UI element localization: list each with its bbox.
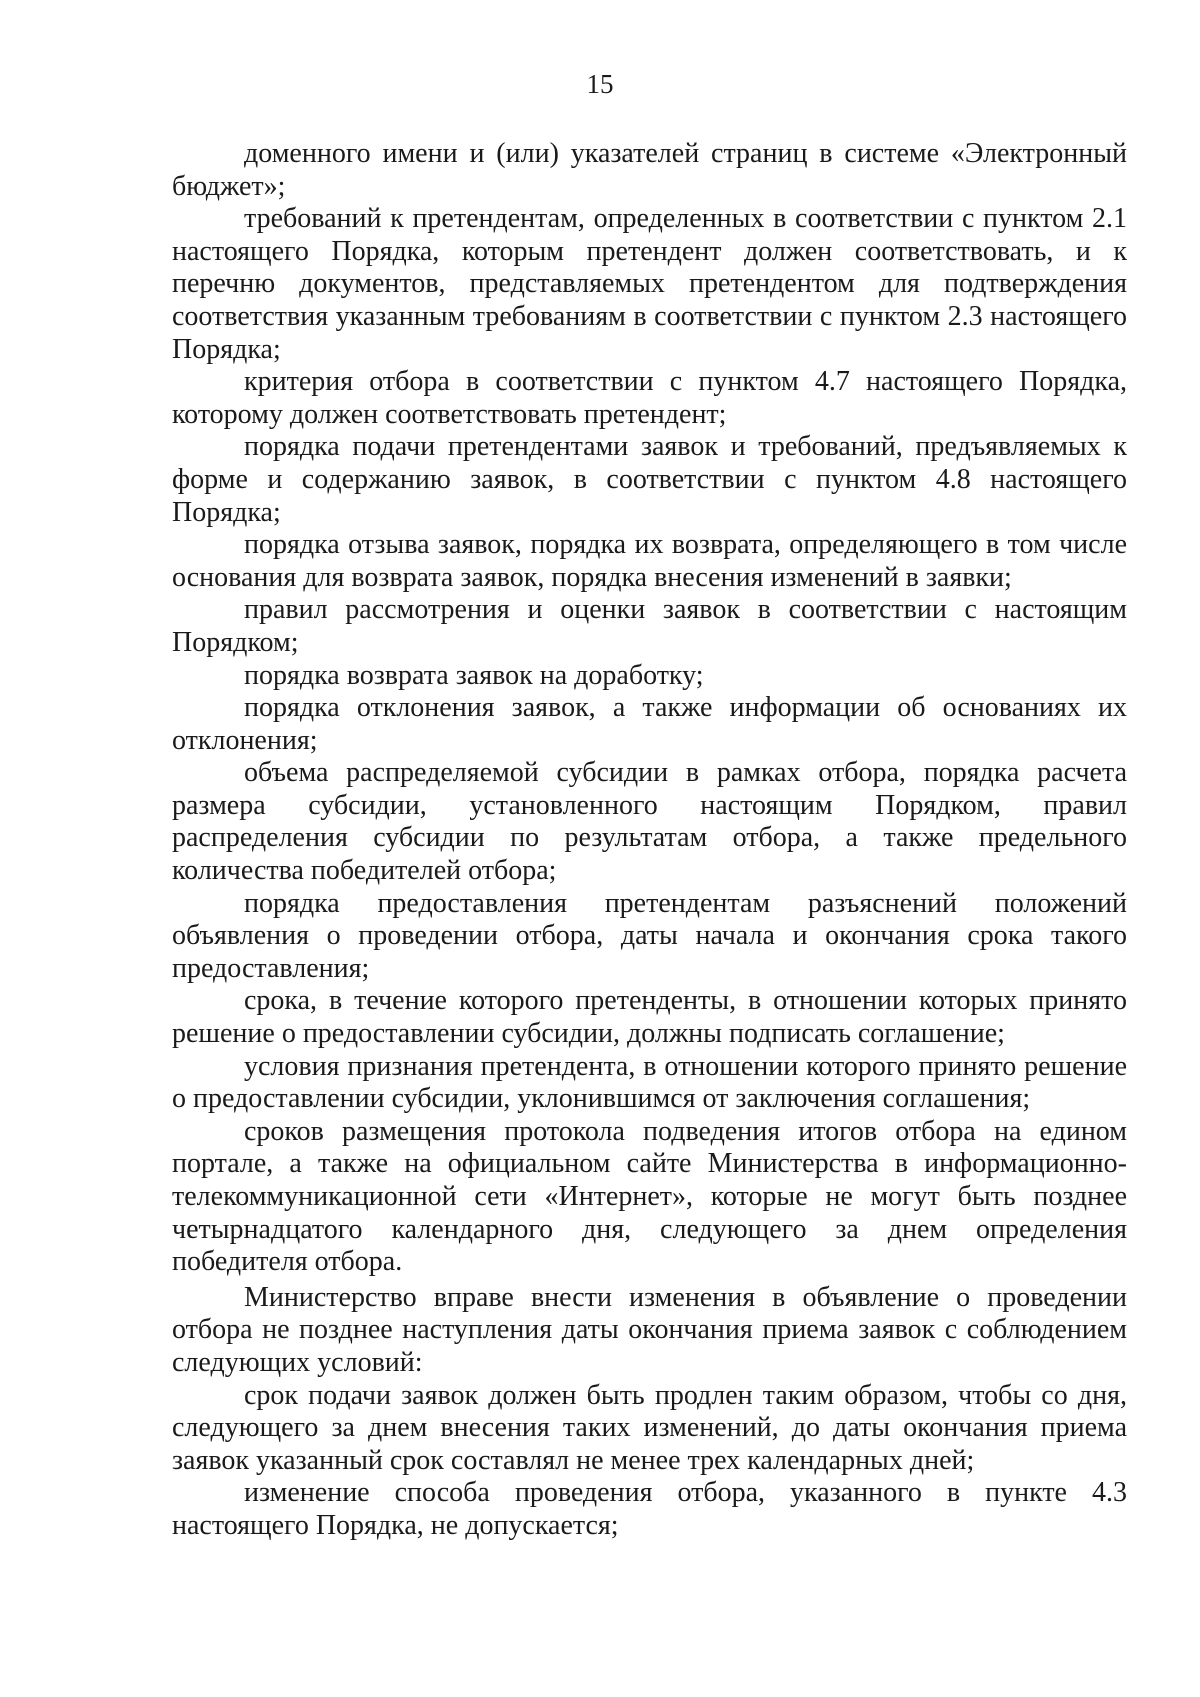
- paragraph: Министерство вправе внести изменения в объявление о проведении отбора не позднее наступления даты окончания приема заявок с соблюдением следующих условий:: [172, 1281, 1127, 1378]
- paragraph: критерия отбора в соответствии с пунктом 4.7 настоящего Порядка, которому должен соответствовать претендент;: [172, 366, 1127, 430]
- document-body: [172, 138, 1127, 1543]
- paragraph: порядка отклонения заявок, а также информации об основаниях их отклонения;: [172, 692, 1127, 756]
- paragraph: срока, в течение которого претенденты, в отношении которых принято решение о предоставлении субсидии, должны подписать соглашение;: [172, 985, 1127, 1050]
- page-number: 15: [586, 69, 614, 99]
- paragraph: сроков размещения протокола подведения итогов отбора на едином портале, а также на официальном сайте Министерства в информационно-телекоммуникационной сети «Интернет», которые не могут быть позднее четырнадцатого календарного дня, следующего за днем определения победителя отбора.: [172, 1115, 1127, 1278]
- paragraph: правил рассмотрения и оценки заявок в соответствии с настоящим Порядком;: [172, 594, 1127, 658]
- paragraph: срок подачи заявок должен быть продлен таким образом, чтобы со дня, следующего за днем внесения таких изменений, до даты окончания приема заявок указанный срок составлял не менее трех календарных дней;: [172, 1379, 1127, 1476]
- paragraph: условия признания претендента, в отношении которого принято решение о предоставлении субсидии, уклонившимся от заключения соглашения;: [172, 1050, 1127, 1115]
- paragraph: объема распределяемой субсидии в рамках отбора, порядка расчета размера субсидии, установленного настоящим Порядком, правил распределения субсидии по результатам отбора, а также предельного количества победителей отбора;: [172, 757, 1127, 887]
- paragraph: порядка возврата заявок на доработку;: [244, 659, 704, 691]
- paragraph: порядка отзыва заявок, порядка их возврата, определяющего в том числе основания для возврата заявок, порядка внесения изменений в заявки;: [172, 529, 1127, 593]
- paragraph: порядка подачи претендентами заявок и требований, предъявляемых к форме и содержанию заявок, в соответствии с пунктом 4.8 настоящего Порядка;: [172, 431, 1127, 528]
- paragraph: порядка предоставления претендентам разъяснений положений объявления о проведении отбора, даты начала и окончания срока такого предоставления;: [172, 887, 1127, 984]
- paragraph: изменение способа проведения отбора, указанного в пункте 4.3 настоящего Порядка, не допускается;: [172, 1477, 1127, 1541]
- paragraph: доменного имени и (или) указателей страниц в системе «Электронный бюджет»;: [172, 138, 1127, 202]
- paragraph: требований к претендентам, определенных в соответствии с пунктом 2.1 настоящего Порядка, которым претендент должен соответствовать, и к перечню документов, представляемых претендентом для подтверждения соответствия указанным требованиям в соответствии с пунктом 2.3 настоящего Порядка;: [172, 203, 1127, 365]
